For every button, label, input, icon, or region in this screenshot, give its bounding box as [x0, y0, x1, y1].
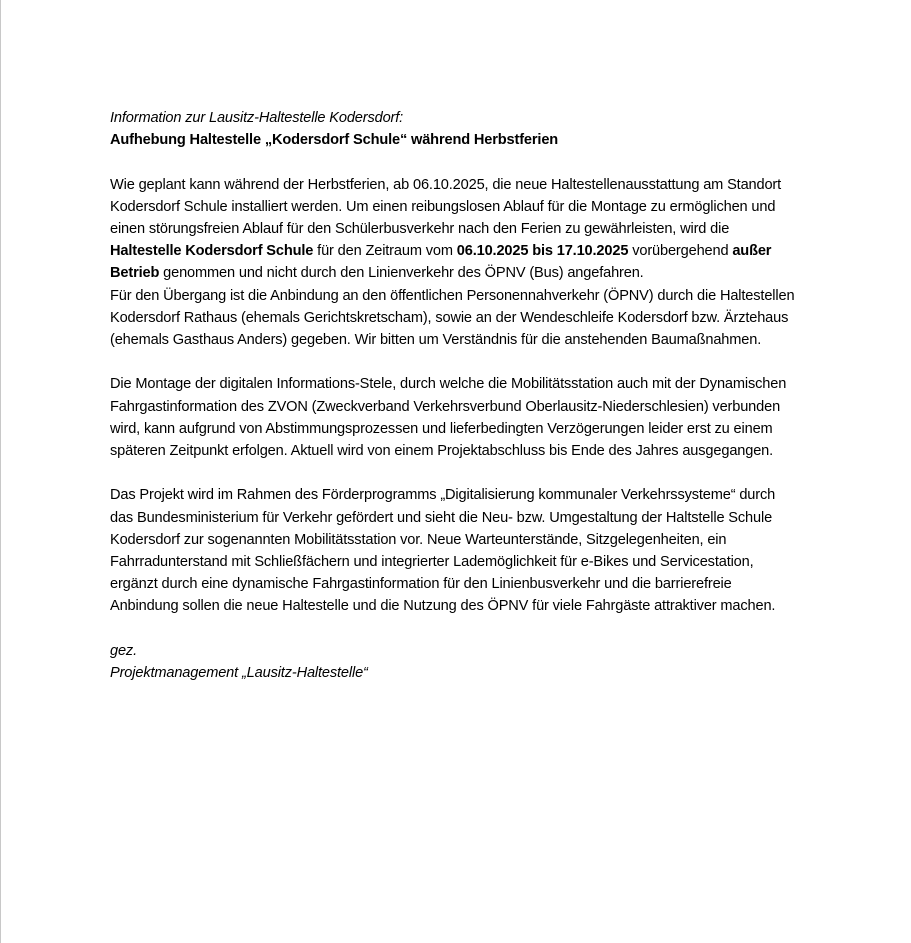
- paragraph-funding-program: Das Projekt wird im Rahmen des Förderprogramms „Digitalisierung kommunaler Verkehrssysteme“ durch das Bundesministerium für Verkehr gefördert und sieht die Neu- bzw. Umgestaltung der Haltstelle Schule Kodersdorf zur sogenannten Mobilitätsstation vor. Neue Warteunterstände, Sitzgelegenheiten, ein Fahrradunterstand mit Schließfächern und integrierter Lademöglichkeit für e-Bikes und Servicestation, ergänzt durch eine dynamische Fahrgastinformation für den Linienbusverkehr und die barrierefreie Anbindung sollen die neue Haltestelle und die Nutzung des ÖPNV für viele Fahrgäste attraktiver machen.: [110, 487, 776, 615]
- bold-out-of-service: außer Betrieb: [110, 243, 772, 282]
- spacer: [110, 462, 800, 484]
- bold-stop-name: Haltestelle Kodersdorf Schule: [110, 243, 314, 260]
- paragraph-text: genommen und nicht durch den Linienverkehr des ÖPNV (Bus) angefahren.: [159, 265, 644, 282]
- spacer: [110, 151, 800, 173]
- page-left-border: [0, 0, 1, 943]
- document-headline: Aufhebung Haltestelle „Kodersdorf Schule“ während Herbstferien: [110, 132, 559, 149]
- paragraph-info-stele: Die Montage der digitalen Informations-Stele, durch welche die Mobilitätsstation auch mit der Dynamischen Fahrgastinformation des ZVON (Zweckverband Verkehrsverbund Oberlausitz-Niederschlesien) verbunden wird, kann aufgrund von Abstimmungsprozessen und lieferbedingten Verzögerungen leider erst zu einem späteren Zeitpunkt erfolgen. Aktuell wird von einem Projektabschluss bis Ende des Jahres ausgegangen.: [110, 376, 787, 460]
- document-intro: Information zur Lausitz-Haltestelle Kodersdorf:: [110, 110, 404, 126]
- spacer: [110, 351, 800, 373]
- document-body: [110, 107, 800, 684]
- paragraph-closure-notice: [110, 174, 800, 285]
- signature-line-2: Projektmanagement „Lausitz-Haltestelle“: [110, 665, 368, 682]
- paragraph-alternative-stops: Für den Übergang ist die Anbindung an den öffentlichen Personennahverkehr (ÖPNV) durch die Haltestellen Kodersdorf Rathaus (ehemals Gerichtskretscham), sowie an der Wendeschleife Kodersdorf bzw. Ärztehaus (ehemals Gasthaus Anders) gegeben. Wir bitten um Verständnis für die anstehenden Baumaßnahmen.: [110, 287, 795, 349]
- paragraph-text: Wie geplant kann während der Herbstferien, ab 06.10.2025, die neue Haltestellenausstattung am Standort Kodersdorf Schule installiert werden. Um einen reibungslosen Ablauf für die Montage zu ermöglichen und einen störungsfreien Ablauf für den Schülerbusverkehr nach den Ferien zu gewährleisten, wird die: [110, 176, 782, 237]
- bold-date-range: 06.10.2025 bis 17.10.2025: [456, 243, 629, 260]
- paragraph-text: für den Zeitraum vom: [313, 243, 457, 260]
- signature-line-1: gez.: [110, 642, 137, 659]
- spacer: [110, 618, 800, 640]
- paragraph-text: vorübergehend: [628, 243, 733, 260]
